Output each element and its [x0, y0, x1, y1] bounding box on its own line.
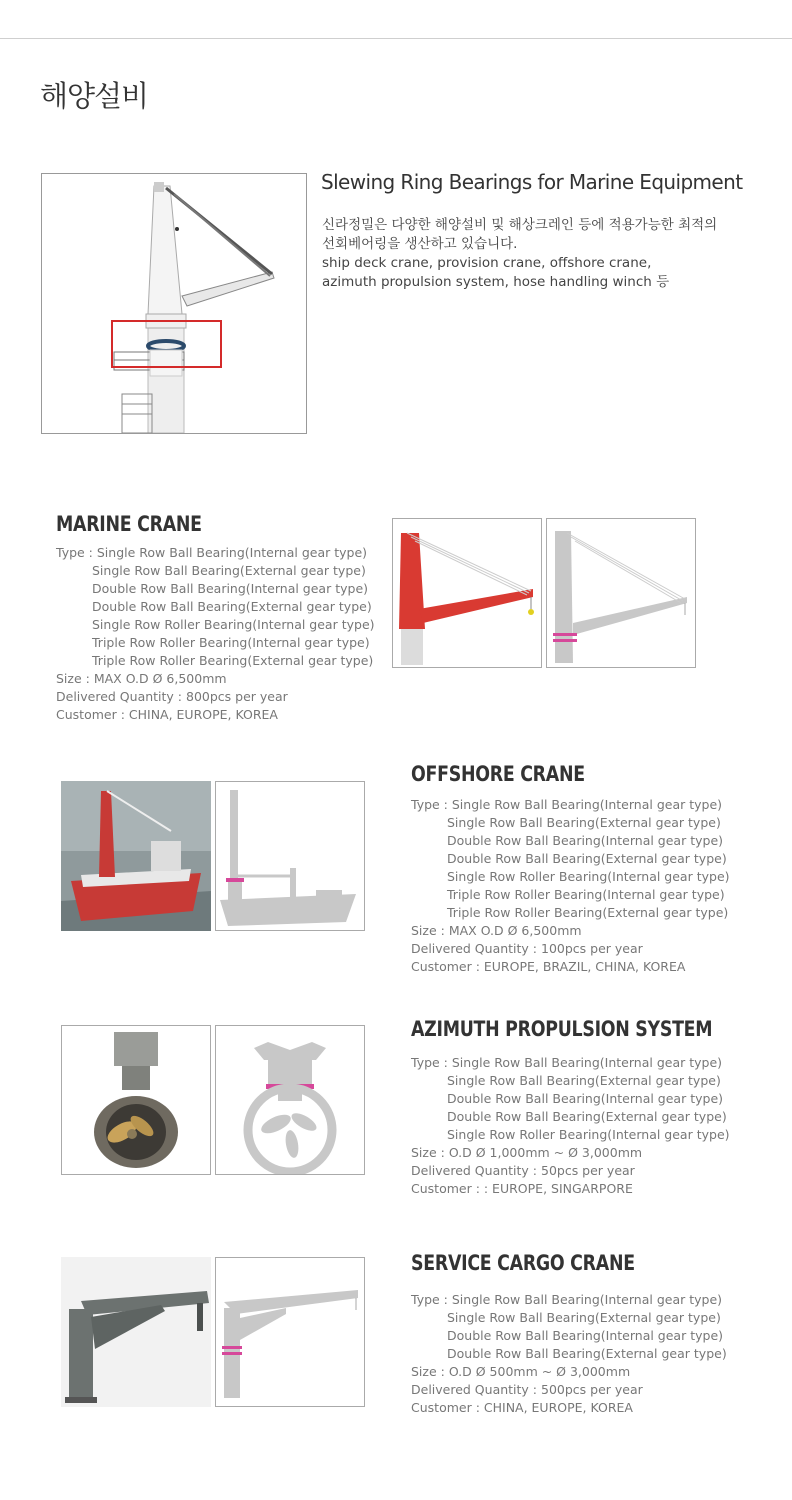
spec-type: Type : Single Row Ball Bearing(Internal gear type) [411, 797, 723, 812]
azimuth-propulsion-photo [61, 1025, 211, 1175]
spec-quantity: Delivered Quantity : 50pcs per year [411, 1163, 635, 1178]
section-title-service-cargo-crane: SERVICE CARGO CRANE [411, 1251, 635, 1275]
spec-customer: Customer : EUROPE, BRAZIL, CHINA, KOREA [411, 959, 686, 974]
spec-type-item: Triple Row Roller Bearing(External gear type) [447, 905, 729, 920]
section-title-azimuth: AZIMUTH PROPULSION SYSTEM [411, 1017, 713, 1041]
intro-crane-image [41, 173, 307, 434]
spec-type-item: Double Row Ball Bearing(External gear type) [92, 599, 372, 614]
spec-customer: Customer : : EUROPE, SINGARPORE [411, 1181, 633, 1196]
service-cargo-crane-photo [61, 1257, 211, 1407]
intro-line: ship deck crane, provision crane, offshore crane, [322, 255, 652, 271]
page-title: 해양설비 [40, 79, 149, 113]
section-title-offshore-crane: OFFSHORE CRANE [411, 762, 585, 786]
spec-type-item: Double Row Ball Bearing(Internal gear type) [92, 581, 369, 596]
spec-quantity: Delivered Quantity : 800pcs per year [56, 689, 288, 704]
marine-crane-diagram [546, 518, 696, 668]
marine-crane-photo [392, 518, 542, 668]
spec-type: Type : Single Row Ball Bearing(Internal gear type) [411, 1292, 723, 1307]
spec-customer: Customer : CHINA, EUROPE, KOREA [56, 707, 278, 722]
spec-type-item: Single Row Ball Bearing(External gear type) [447, 1310, 721, 1325]
top-divider [0, 38, 792, 39]
offshore-crane-photo [61, 781, 211, 931]
intro-description [322, 216, 762, 292]
section-specs-offshore-crane [411, 796, 730, 976]
azimuth-propulsion-diagram [215, 1025, 365, 1175]
spec-type: Type : Single Row Ball Bearing(Internal gear type) [56, 545, 368, 560]
spec-size: Size : O.D Ø 500mm ~ Ø 3,000mm [411, 1364, 631, 1379]
spec-type-item: Double Row Ball Bearing(Internal gear type) [447, 833, 724, 848]
intro-line: azimuth propulsion system, hose handling winch 등 [322, 274, 670, 290]
intro-line: 선회베어링을 생산하고 있습니다. [322, 236, 518, 252]
spec-size: Size : MAX O.D Ø 6,500mm [411, 923, 582, 938]
spec-type-item: Triple Row Roller Bearing(Internal gear type) [92, 635, 370, 650]
section-specs-marine-crane [56, 544, 375, 724]
offshore-crane-diagram [215, 781, 365, 931]
spec-type-item: Single Row Ball Bearing(External gear type) [447, 1073, 721, 1088]
spec-type-item: Double Row Ball Bearing(External gear type) [447, 851, 727, 866]
spec-type-item: Single Row Ball Bearing(External gear type) [447, 815, 721, 830]
spec-type-item: Single Row Roller Bearing(Internal gear type) [447, 1127, 730, 1142]
spec-type-item: Single Row Ball Bearing(External gear type) [92, 563, 366, 578]
spec-type-item: Double Row Ball Bearing(Internal gear type) [447, 1328, 724, 1343]
spec-size: Size : MAX O.D Ø 6,500mm [56, 671, 227, 686]
spec-type-item: Double Row Ball Bearing(External gear type) [447, 1109, 727, 1124]
section-specs-azimuth [411, 1054, 730, 1198]
section-specs-service-cargo-crane [411, 1291, 727, 1417]
spec-size: Size : O.D Ø 1,000mm ~ Ø 3,000mm [411, 1145, 643, 1160]
spec-type-item: Triple Row Roller Bearing(Internal gear type) [447, 887, 725, 902]
bearing-highlight-box [111, 320, 222, 368]
intro-heading: Slewing Ring Bearings for Marine Equipment [321, 170, 743, 194]
spec-type-item: Triple Row Roller Bearing(External gear type) [92, 653, 374, 668]
spec-quantity: Delivered Quantity : 500pcs per year [411, 1382, 643, 1397]
spec-type-item: Single Row Roller Bearing(Internal gear type) [447, 869, 730, 884]
spec-type: Type : Single Row Ball Bearing(Internal gear type) [411, 1055, 723, 1070]
spec-type-item: Single Row Roller Bearing(Internal gear type) [92, 617, 375, 632]
service-cargo-crane-diagram [215, 1257, 365, 1407]
spec-quantity: Delivered Quantity : 100pcs per year [411, 941, 643, 956]
intro-line: 신라정밀은 다양한 해양설비 및 해상크레인 등에 적용가능한 최적의 [322, 217, 718, 233]
spec-type-item: Double Row Ball Bearing(Internal gear type) [447, 1091, 724, 1106]
spec-type-item: Double Row Ball Bearing(External gear type) [447, 1346, 727, 1361]
spec-customer: Customer : CHINA, EUROPE, KOREA [411, 1400, 633, 1415]
section-title-marine-crane: MARINE CRANE [56, 512, 202, 536]
